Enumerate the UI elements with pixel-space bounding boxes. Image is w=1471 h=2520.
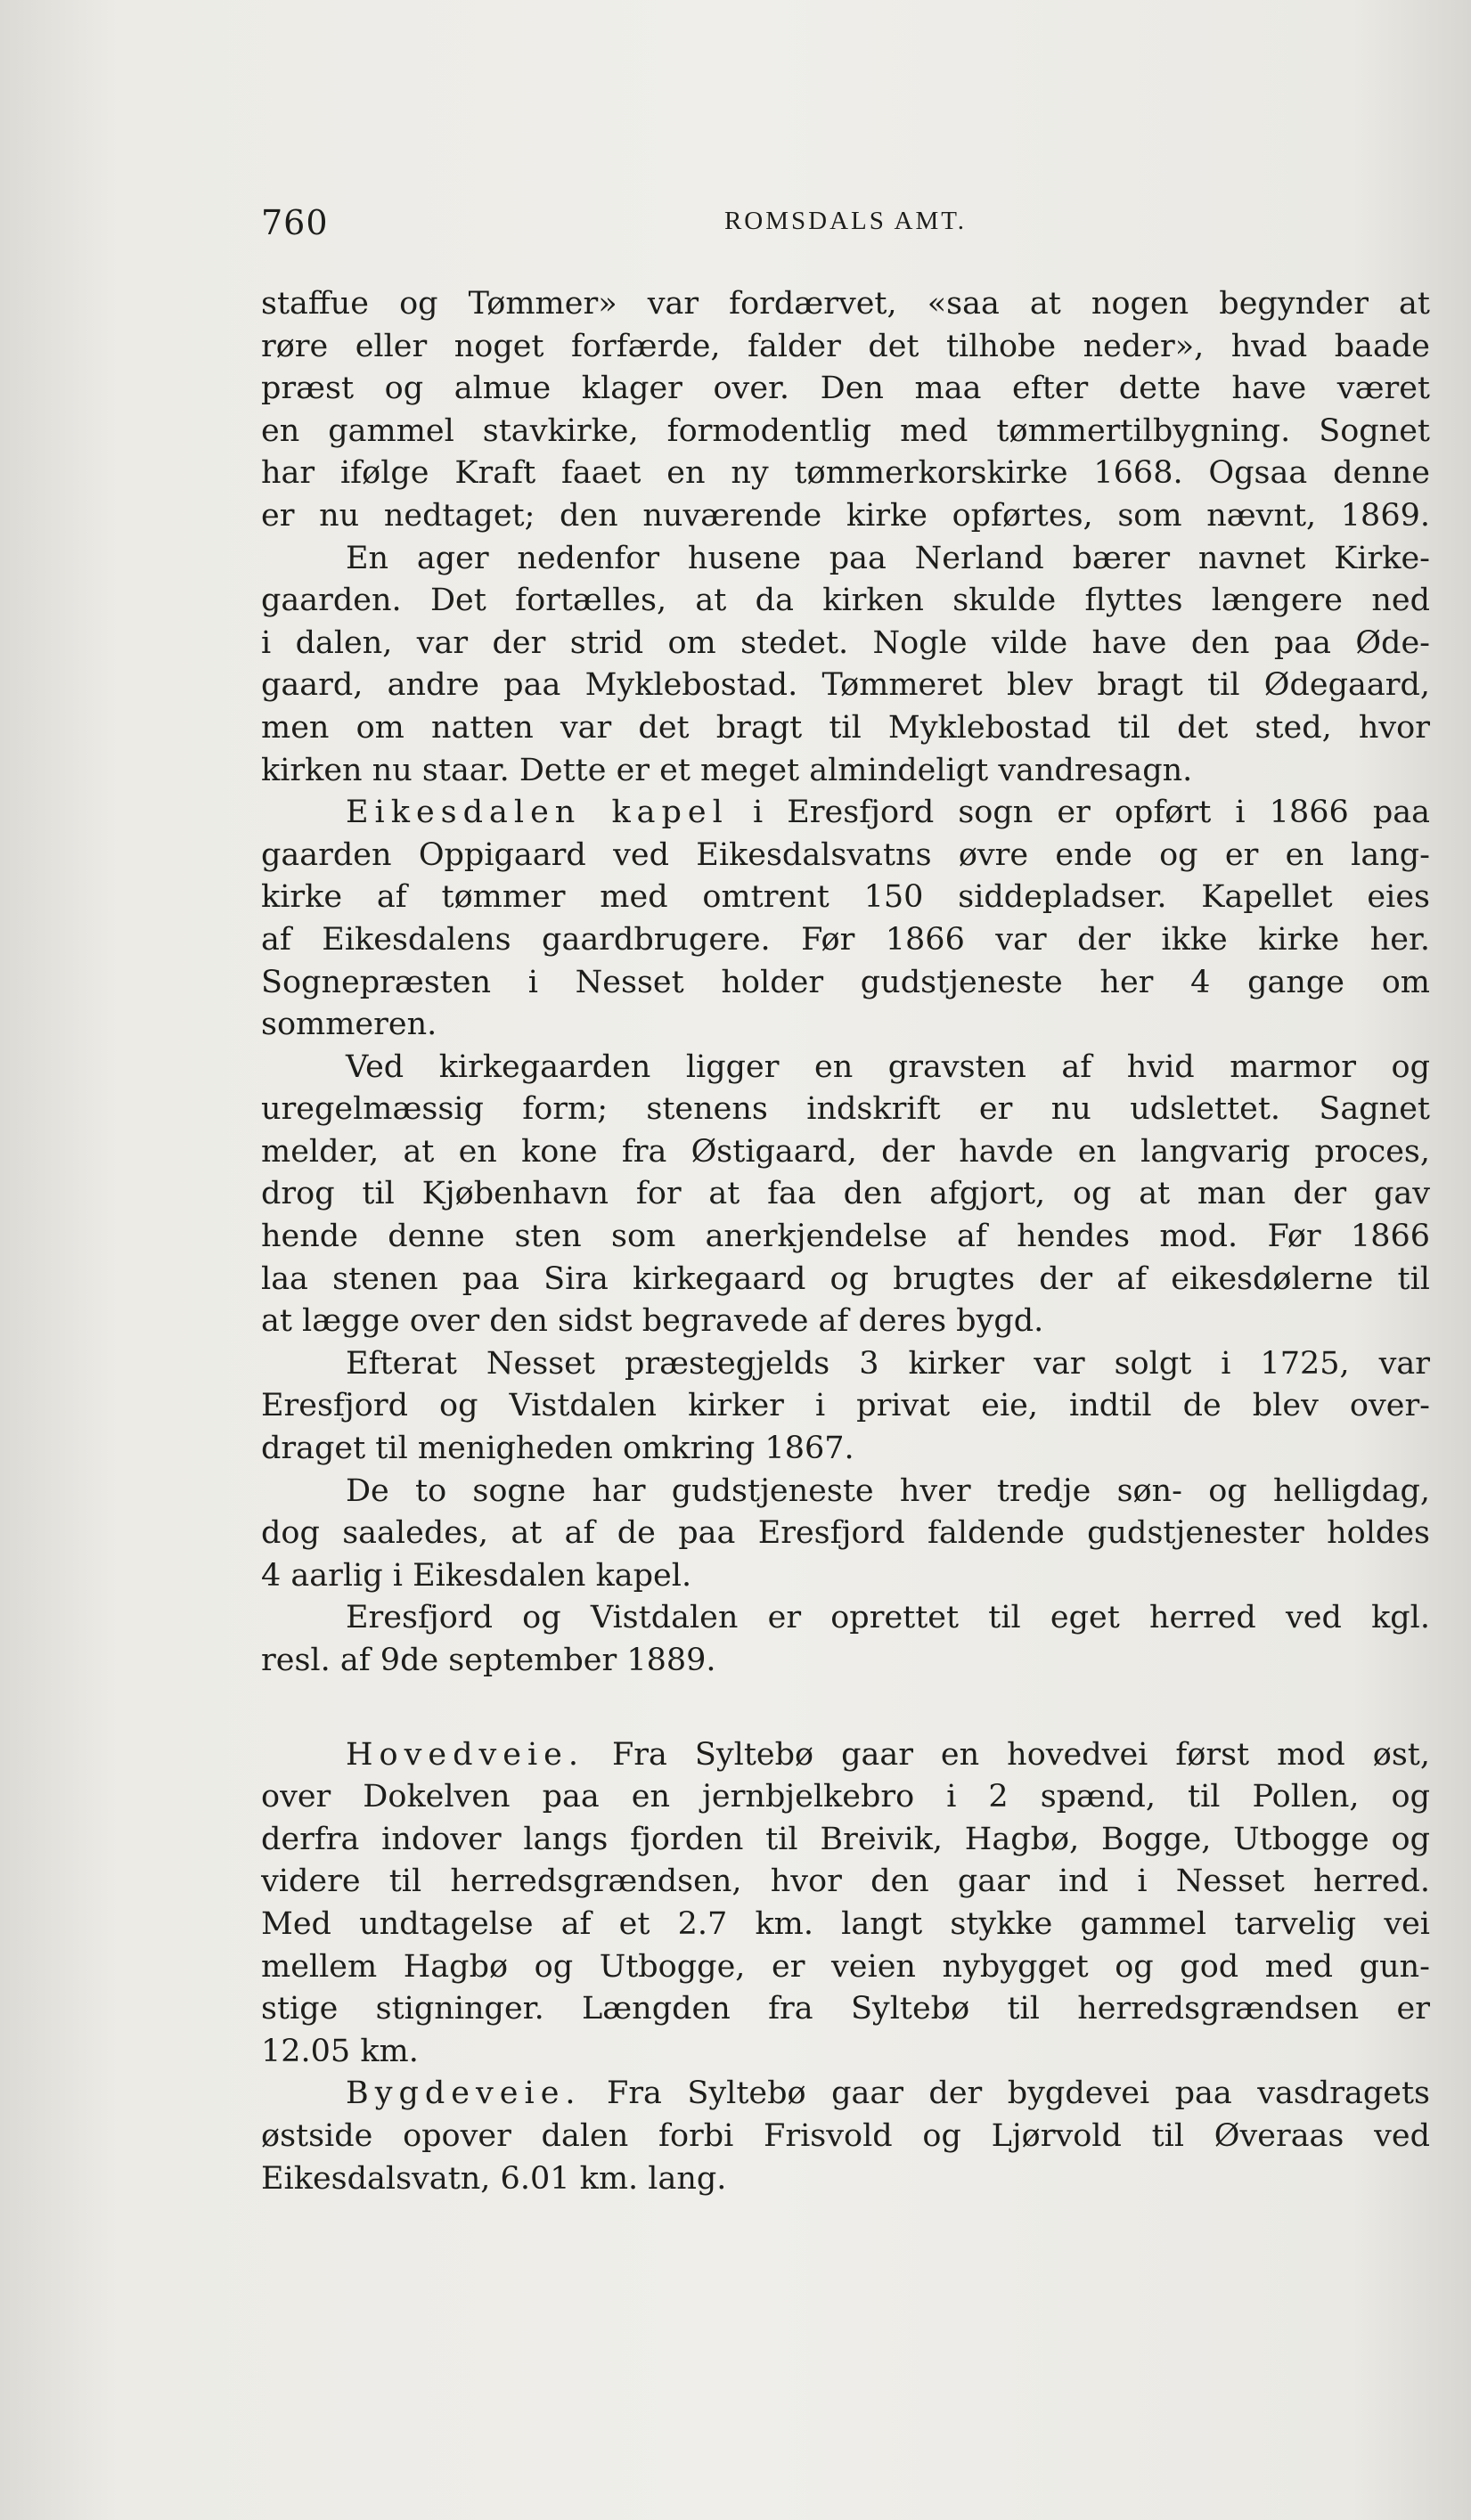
text-line: kirken nu staar. Dette er et meget almindeligt vandresagn.: [261, 752, 1193, 788]
text-line: dog saaledes, at af de paa Eresfjord faldende gudstjenester holdes: [261, 1515, 1430, 1552]
text-line: kirke af tømmer med omtrent 150 siddepladser. Kapellet eies: [261, 879, 1430, 916]
text-line: Med undtagelse af et 2.7 km. langt stykke gammel tarvelig vei: [261, 1905, 1430, 1942]
text-line: hende denne sten som anerkjendelse af hendes mod. Før 1866: [261, 1219, 1430, 1255]
text-line: [261, 792, 1430, 835]
text-line: i dalen, var der strid om stedet. Nogle vilde have den paa Øde-: [261, 624, 1430, 661]
spaced-lead: Hovedveie.: [346, 1736, 585, 1773]
text-line: staffue og Tømmer» var fordærvet, «saa at nogen begynder at: [261, 286, 1430, 322]
text-line: drog til Kjøbenhavn for at faa den afgjort, og at man der gav: [261, 1176, 1430, 1212]
text-line: gaard, andre paa Myklebostad. Tømmeret blev bragt til Ødegaard,: [261, 667, 1430, 704]
paragraph: [261, 283, 1430, 538]
text-line: [261, 2073, 1430, 2116]
line-rest: i Eresfjord sogn er opført i 1866 paa: [728, 795, 1430, 831]
text-line: derfra indover langs fjorden til Breivik, Hagbø, Bogge, Utbogge og: [261, 1821, 1430, 1857]
text-line: De to sogne har gudstjeneste hver tredje søn- og helligdag,: [346, 1472, 1430, 1509]
text-line: gaarden Oppigaard ved Eikesdalsvatns øvre ende og er en lang-: [261, 836, 1430, 873]
paragraph: [261, 1471, 1430, 1598]
text-line: gaarden. Det fortælles, at da kirken skulde flyttes længere ned: [261, 583, 1430, 619]
text-line: laa stenen paa Sira kirkegaard og brugtes der af eikesdølerne til: [261, 1260, 1430, 1297]
text-line: 12.05 km.: [261, 2033, 419, 2069]
paragraph: [261, 2073, 1430, 2200]
page-header: [261, 203, 1430, 257]
text-line: Efterat Nesset præstegjelds 3 kirker var solgt i 1725, var: [346, 1345, 1430, 1382]
text-line: Sognepræsten i Nesset holder gudstjeneste her 4 gange om: [261, 964, 1430, 1000]
text-line: 4 aarlig i Eikesdalen kapel.: [261, 1557, 692, 1594]
text-line: at lægge over den sidst begravede af deres bygd.: [261, 1303, 1044, 1340]
text-line: resl. af 9de september 1889.: [261, 1643, 716, 1678]
paragraph: [261, 1734, 1430, 2074]
text-line: præst og almue klager over. Den maa efter dette have været: [261, 371, 1430, 407]
text-line: melder, at en kone fra Østigaard, der havde en langvarig proces,: [261, 1133, 1430, 1170]
text-line: uregelmæssig form; stenens indskrift er nu udslettet. Sagnet: [261, 1091, 1430, 1128]
text-line: men om natten var det bragt til Myklebostad til det sted, hvor: [261, 709, 1430, 746]
paragraph: [261, 1597, 1430, 1682]
text-line: Ved kirkegaarden ligger en gravsten af hvid marmor og: [346, 1048, 1430, 1085]
text-line: Eresfjord og Vistdalen er oprettet til eget herred ved kgl.: [346, 1600, 1430, 1636]
paragraph: [261, 538, 1430, 793]
line-rest: Fra Syltebø gaar en hovedvei først mod øst,: [584, 1736, 1430, 1773]
spaced-lead: Eikesdalen kapel: [346, 795, 729, 831]
text-line: af Eikesdalens gaardbrugere. Før 1866 var der ikke kirke her.: [261, 921, 1430, 958]
text-line: videre til herredsgrændsen, hvor den gaar ind i Nesset herred.: [261, 1863, 1430, 1900]
text-line: østside opover dalen forbi Frisvold og Ljørvold til Øveraas ved: [261, 2117, 1430, 2154]
text-line: en gammel stavkirke, formodentlig med tømmertilbygning. Sognet: [261, 412, 1430, 449]
text-line: Eikesdalsvatn, 6.01 km. lang.: [261, 2160, 727, 2197]
text-line: stige stigninger. Længden fra Syltebø til herredsgrændsen er: [261, 1991, 1430, 2027]
text-line: røre eller noget forfærde, falder det tilhobe neder», hvad baade: [261, 328, 1430, 364]
text-line: Eresfjord og Vistdalen kirker i privat eie, indtil de blev over-: [261, 1388, 1430, 1424]
text-line: mellem Hagbø og Utbogge, er veien nybygget og god med gun-: [261, 1948, 1430, 1985]
line-rest: Fra Syltebø gaar der bygdevei paa vasdragets: [581, 2076, 1430, 2112]
text-line: sommeren.: [261, 1007, 437, 1043]
text-line: har ifølge Kraft faaet en ny tømmerkorskirke 1668. Ogsaa denne: [261, 455, 1430, 492]
text-body: [261, 283, 1430, 2200]
paragraph: [261, 1343, 1430, 1471]
spaced-lead: Bygdeveie.: [346, 2076, 582, 2112]
section-gap: [261, 1683, 1430, 1734]
paragraph: [261, 792, 1430, 1047]
text-line: over Dokelven paa en jernbjelkebro i 2 spænd, til Pollen, og: [261, 1779, 1430, 1815]
text-line: draget til menigheden omkring 1867.: [261, 1431, 854, 1467]
text-line: er nu nedtaget; den nuværende kirke opførtes, som nævnt, 1869.: [261, 497, 1430, 534]
paragraph: [261, 1047, 1430, 1343]
text-line: [261, 1734, 1430, 1777]
running-head: ROMSDALS AMT.: [723, 207, 968, 235]
text-line: En ager nedenfor husene paa Nerland bærer navnet Kirke-: [346, 540, 1430, 576]
page-number: 760: [261, 203, 329, 242]
